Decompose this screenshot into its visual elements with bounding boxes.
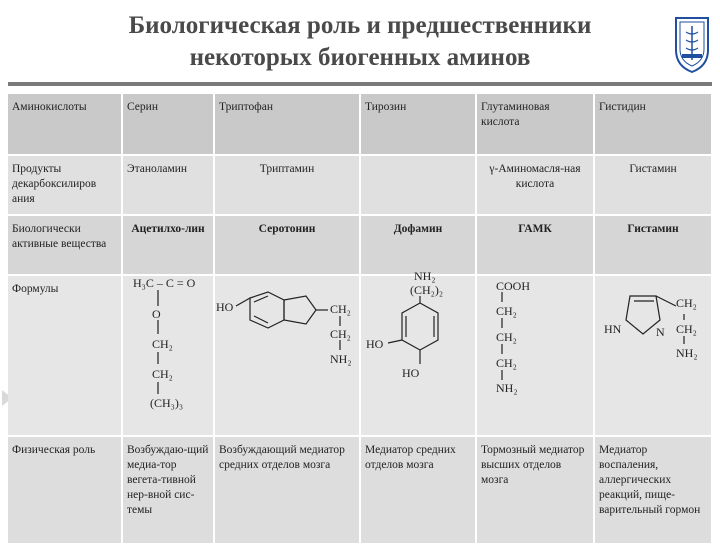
- gaba-cooh: COOH: [496, 279, 531, 293]
- cell-tyrosine-product: [360, 155, 476, 215]
- histamine-ch2-2: CH₂: [676, 322, 697, 336]
- table-row-products: [8, 155, 712, 215]
- histamine-n: N: [656, 325, 665, 339]
- cell-gamma-aminobutyric-acid: γ-Аминомасля-ная кислота: [476, 155, 594, 215]
- ach-ch2-1: CH₂: [152, 337, 173, 351]
- row-label-products: Продукты декарбоксилиров ания: [8, 155, 122, 215]
- ach-oxygen: O: [152, 307, 161, 321]
- ach-acyl: H₃C – C = O: [133, 276, 196, 290]
- gaba-ch2-2: CH₂: [496, 330, 517, 344]
- biogenic-amines-table: [8, 94, 713, 545]
- table-row-bioactive: [8, 215, 712, 275]
- row-label-formulas: Формулы: [8, 275, 122, 436]
- header-cell-tryptophan: Триптофан: [214, 94, 360, 155]
- cell-physiology-ach: Возбуждаю-щий медиа-тор вегета-тивной нер-вной сис-темы: [122, 436, 214, 544]
- page-title: [60, 10, 660, 74]
- table-row-formulas: [8, 275, 712, 436]
- cell-ethanolamine: Этаноламин: [122, 155, 214, 215]
- dopamine-ch2n: (CH₂)₂: [410, 283, 444, 297]
- row-label-bioactive: Биологически активные вещества: [8, 215, 122, 275]
- cell-physiology-serotonin: Возбуждающий медиатор средних отделов мозга: [214, 436, 360, 544]
- serotonin-ch2-2: CH₂: [330, 327, 351, 341]
- table-row-physiology: [8, 436, 712, 544]
- title-line-2: некоторых биогенных аминов: [189, 44, 531, 71]
- cell-acetylcholine: Ацетилхо-лин: [122, 215, 214, 275]
- cell-formula-gaba: [476, 275, 594, 436]
- ach-trimethyl: (CH₃)₃: [150, 396, 184, 410]
- serotonin-ch2-1: CH₂: [330, 302, 351, 316]
- dopamine-ho-1: HO: [366, 337, 384, 351]
- histamine-hn: HN: [604, 322, 622, 336]
- header-cell-aminoacids: Аминокислоты: [8, 94, 122, 155]
- cell-formula-dopamine: [360, 275, 476, 436]
- table-row-header: [8, 94, 712, 155]
- cell-histamine-bioactive: Гистамин: [594, 215, 712, 275]
- dopamine-ho-2: HO: [402, 366, 420, 380]
- gaba-ch2-1: CH₂: [496, 304, 517, 318]
- cell-physiology-dopamine: Медиатор средних отделов мозга: [360, 436, 476, 544]
- header-cell-serine: Серин: [122, 94, 214, 155]
- cell-serotonin: Серотонин: [214, 215, 360, 275]
- histamine-nh2: NH₂: [676, 346, 698, 360]
- cell-histamine-product: Гистамин: [594, 155, 712, 215]
- title-underline: [8, 82, 712, 86]
- ach-ch2-2: CH₂: [152, 367, 173, 381]
- cell-formula-ach: [122, 275, 214, 436]
- header-cell-glutamic-acid: Глутаминовая кислота: [476, 94, 594, 155]
- histamine-ch2-1: CH₂: [676, 296, 697, 310]
- title-line-1: Биологическая роль и предшественники: [128, 12, 592, 39]
- dopamine-nh2: NH₂: [414, 269, 436, 283]
- header-cell-histidine: Гистидин: [594, 94, 712, 155]
- serotonin-nh2: NH₂: [330, 352, 352, 366]
- serotonin-ho: HO: [216, 300, 234, 314]
- row-label-physiology: Физическая роль: [8, 436, 122, 544]
- university-emblem-icon: [672, 14, 712, 74]
- cell-physiology-gaba: Тормозный медиатор высших отделов мозга: [476, 436, 594, 544]
- cell-gaba: ГАМК: [476, 215, 594, 275]
- gaba-ch2-3: CH₂: [496, 356, 517, 370]
- cell-dopamine: Дофамин: [360, 215, 476, 275]
- cell-physiology-histamine: Медиатор воспаления, аллергических реакций, пище-варительный гормон: [594, 436, 712, 544]
- cell-tryptamine: Триптамин: [214, 155, 360, 215]
- gaba-nh2: NH₂: [496, 381, 518, 395]
- header-cell-tyrosine: Тирозин: [360, 94, 476, 155]
